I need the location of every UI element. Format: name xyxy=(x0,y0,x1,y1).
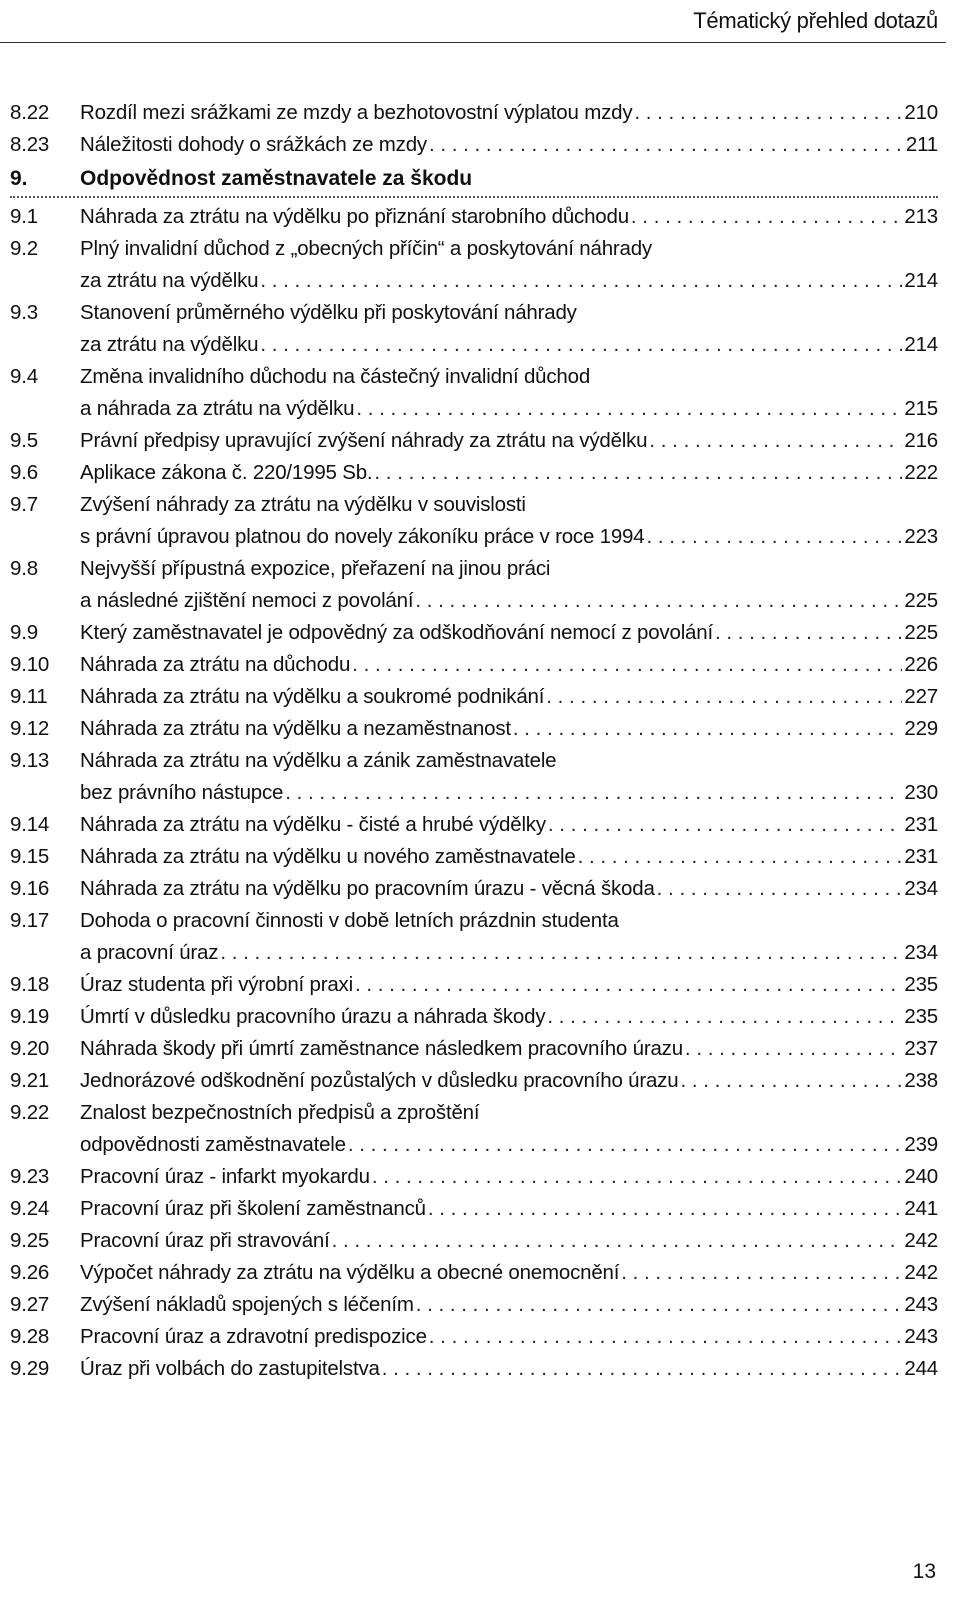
entry-title-line: Pracovní úraz při školení zaměstnanců xyxy=(80,1197,426,1220)
entry-title-line: odpovědnosti zaměstnavatele xyxy=(80,1133,346,1156)
entry-title-line: Rozdíl mezi srážkami ze mzdy a bezhotovostní výplatou mzdy xyxy=(80,101,633,124)
entry-title-last-line xyxy=(80,1257,938,1289)
dot-leader xyxy=(646,521,902,553)
table-of-contents xyxy=(10,97,938,1385)
toc-entry xyxy=(10,841,938,873)
entry-title-last-line xyxy=(80,777,938,809)
entry-body xyxy=(80,233,938,297)
entry-page-number: 239 xyxy=(904,1133,938,1156)
entry-title-last-line xyxy=(80,329,938,361)
entry-body xyxy=(80,1321,938,1353)
entry-page-number: 214 xyxy=(904,269,938,292)
dot-leader xyxy=(332,1225,903,1257)
entry-page-number: 241 xyxy=(904,1197,938,1220)
dot-leader xyxy=(285,777,902,809)
toc-entry xyxy=(10,553,938,617)
dot-leader xyxy=(416,1289,903,1321)
entry-page-number: 227 xyxy=(904,685,938,708)
entry-page-number: 215 xyxy=(904,397,938,420)
entry-body xyxy=(80,553,938,617)
chapter-title: Odpovědnost zaměstnavatele za škodu xyxy=(80,167,473,190)
entry-title-last-line xyxy=(80,1001,938,1033)
entry-page-number: 213 xyxy=(904,205,938,228)
entry-title-line: Výpočet náhrady za ztrátu na výdělku a obecné onemocnění xyxy=(80,1261,620,1284)
entry-page-number: 238 xyxy=(904,1069,938,1092)
entry-number: 9.24 xyxy=(10,1197,50,1220)
entry-body xyxy=(80,809,938,841)
toc-entry xyxy=(10,1353,938,1385)
entry-body xyxy=(80,1225,938,1257)
entry-page-number: 210 xyxy=(904,101,938,124)
dot-leader xyxy=(429,129,904,161)
entry-number: 9.19 xyxy=(10,1005,50,1028)
entry-number: 9.13 xyxy=(10,749,50,772)
dot-leader xyxy=(415,585,902,617)
entry-title-line: Právní předpisy upravující zvýšení náhrady za ztrátu na výdělku xyxy=(80,429,648,452)
entry-number: 9.18 xyxy=(10,973,50,996)
dot-leader xyxy=(685,1033,902,1065)
entry-title-last-line xyxy=(80,617,938,649)
entry-body xyxy=(80,649,938,681)
entry-title-last-line xyxy=(80,1289,938,1321)
dot-leader xyxy=(355,969,902,1001)
entry-title-line: a pracovní úraz xyxy=(80,941,219,964)
dot-leader xyxy=(428,1193,903,1225)
entry-body xyxy=(80,1193,938,1225)
toc-entry xyxy=(10,457,938,489)
entry-body xyxy=(80,617,938,649)
entry-title-last-line xyxy=(80,1353,938,1385)
entry-page-number: 223 xyxy=(904,525,938,548)
dot-leader xyxy=(352,649,902,681)
entry-title-line: Změna invalidního důchodu na částečný invalidní důchod xyxy=(80,365,591,388)
dot-leader xyxy=(260,265,902,297)
entry-title-line: Který zaměstnavatel je odpovědný za odškodňování nemocí z povolání xyxy=(80,621,713,644)
entry-number: 9.28 xyxy=(10,1325,50,1348)
entry-number: 9.20 xyxy=(10,1037,50,1060)
entry-page-number: 225 xyxy=(904,589,938,612)
dot-leader xyxy=(546,681,902,713)
entry-number: 9.8 xyxy=(10,557,38,580)
toc-entry xyxy=(10,649,938,681)
dot-leader xyxy=(429,1321,903,1353)
entry-number: 8.23 xyxy=(10,133,50,156)
entry-title-line: Pracovní úraz a zdravotní predispozice xyxy=(80,1325,427,1348)
entry-title-last-line xyxy=(80,457,938,489)
toc-entry xyxy=(10,1257,938,1289)
entry-page-number: 214 xyxy=(904,333,938,356)
entry-title-line: bez právního nástupce xyxy=(80,781,284,804)
toc-entry xyxy=(10,1033,938,1065)
entry-title-last-line xyxy=(80,1033,938,1065)
entry-page-number: 242 xyxy=(904,1229,938,1252)
entry-number: 9.3 xyxy=(10,301,38,324)
entry-body xyxy=(80,457,938,489)
entry-body xyxy=(80,841,938,873)
dot-leader xyxy=(348,1129,903,1161)
entry-number: 9.26 xyxy=(10,1261,50,1284)
entry-number: 9.12 xyxy=(10,717,50,740)
entry-title-line: Stanovení průměrného výdělku při poskytování náhrady xyxy=(80,301,577,324)
entry-number: 9.9 xyxy=(10,621,38,644)
entry-title-last-line xyxy=(80,713,938,745)
entry-body xyxy=(80,713,938,745)
entry-number: 9.10 xyxy=(10,653,50,676)
entry-number: 9.2 xyxy=(10,237,38,260)
dot-leader xyxy=(631,201,902,233)
entry-title-line: Aplikace zákona č. 220/1995 Sb. xyxy=(80,461,373,484)
dot-leader xyxy=(715,617,902,649)
entry-body xyxy=(80,201,938,233)
toc-entry xyxy=(10,969,938,1001)
entry-page-number: 237 xyxy=(904,1037,938,1060)
entry-number: 9.27 xyxy=(10,1293,50,1316)
entry-title-line: Náhrada za ztrátu na výdělku a zánik zaměstnavatele xyxy=(80,749,557,772)
entry-title-line: Náhrada za ztrátu na výdělku a nezaměstnanost xyxy=(80,717,511,740)
toc-entry xyxy=(10,1161,938,1193)
toc-entry xyxy=(10,1225,938,1257)
entry-title-line: Úraz při volbách do zastupitelstva xyxy=(80,1357,380,1380)
entry-page-number: 234 xyxy=(904,877,938,900)
dot-leader xyxy=(547,1001,902,1033)
chapter-number: 9. xyxy=(10,167,28,190)
dot-leader xyxy=(513,713,903,745)
entry-title-last-line xyxy=(80,873,938,905)
entry-title-line: Náhrada za ztrátu na výdělku - čisté a hrubé výdělky xyxy=(80,813,546,836)
entry-title-line: Zvýšení náhrady za ztrátu na výdělku v souvislosti xyxy=(80,493,526,516)
entry-title-last-line xyxy=(80,425,938,457)
entry-page-number: 231 xyxy=(904,845,938,868)
entry-body xyxy=(80,681,938,713)
entry-page-number: 243 xyxy=(904,1325,938,1348)
toc-entry xyxy=(10,297,938,361)
entry-title-last-line xyxy=(80,649,938,681)
entry-body xyxy=(80,1161,938,1193)
dot-leader xyxy=(657,873,903,905)
toc-entry xyxy=(10,809,938,841)
entry-title-line: Dohoda o pracovní činnosti v době letních prázdnin studenta xyxy=(80,909,619,932)
entry-number: 9.1 xyxy=(10,205,38,228)
entry-title-last-line xyxy=(80,1065,938,1097)
entry-number: 9.25 xyxy=(10,1229,50,1252)
entry-title-last-line xyxy=(80,585,938,617)
entry-number: 9.29 xyxy=(10,1357,50,1380)
entries xyxy=(10,201,938,1385)
entry-body xyxy=(80,1257,938,1289)
entry-title-line: za ztrátu na výdělku xyxy=(80,269,259,292)
entry-title-line: Jednorázové odškodnění pozůstalých v důsledku pracovního úrazu xyxy=(80,1069,679,1092)
entry-body xyxy=(80,745,938,809)
entry-title-line: Náhrada škody při úmrtí zaměstnance následkem pracovního úrazu xyxy=(80,1037,683,1060)
entry-number: 8.22 xyxy=(10,101,50,124)
entry-title-last-line xyxy=(80,1193,938,1225)
entry-title-line: a následné zjištění nemoci z povolání xyxy=(80,589,414,612)
entry-body xyxy=(80,905,938,969)
toc-entry xyxy=(10,361,938,425)
dot-leader xyxy=(578,841,903,873)
dot-leader xyxy=(372,1161,903,1193)
entry-number: 9.11 xyxy=(10,685,48,708)
entry-title-line: Náhrada za ztrátu na výdělku a soukromé podnikání xyxy=(80,685,545,708)
entry-page-number: 244 xyxy=(904,1357,938,1380)
entry-number: 9.14 xyxy=(10,813,50,836)
toc-entry xyxy=(10,1001,938,1033)
toc-entry xyxy=(10,905,938,969)
entry-number: 9.15 xyxy=(10,845,50,868)
toc-entry xyxy=(10,1193,938,1225)
dot-leader xyxy=(634,97,902,129)
entry-body xyxy=(80,969,938,1001)
entry-title-line: Náhrada za ztrátu na výdělku po přiznání starobního důchodu xyxy=(80,205,629,228)
entry-number: 9.23 xyxy=(10,1165,50,1188)
toc-entry xyxy=(10,97,938,129)
entry-page-number: 242 xyxy=(904,1261,938,1284)
entry-body xyxy=(80,1289,938,1321)
entry-number: 9.6 xyxy=(10,461,38,484)
entry-title-line: Nejvyšší přípustná expozice, přeřazení na jinou práci xyxy=(80,557,551,580)
entry-title-last-line xyxy=(80,681,938,713)
entry-title-line: Plný invalidní důchod z „obecných příčin“ a poskytování náhrady xyxy=(80,237,652,260)
entry-title-last-line xyxy=(80,521,938,553)
entry-page-number: 222 xyxy=(904,461,938,484)
entry-title-line: Zvýšení nákladů spojených s léčením xyxy=(80,1293,414,1316)
entry-page-number: 240 xyxy=(904,1165,938,1188)
chapter-heading xyxy=(10,162,938,196)
toc-entry xyxy=(10,1097,938,1161)
entry-title-line: Úmrtí v důsledku pracovního úrazu a náhrada škody xyxy=(80,1005,546,1028)
entry-page-number: 235 xyxy=(904,1005,938,1028)
entry-title-line: Náhrada za ztrátu na výdělku po pracovním úrazu - věcná škoda xyxy=(80,877,655,900)
toc-entry xyxy=(10,425,938,457)
entry-title-last-line xyxy=(80,969,938,1001)
entry-title-last-line xyxy=(80,1225,938,1257)
entry-page-number: 226 xyxy=(904,653,938,676)
entry-number: 9.17 xyxy=(10,909,50,932)
entry-title-line: s právní úpravou platnou do novely zákoníku práce v roce 1994 xyxy=(80,525,645,548)
pre-entries xyxy=(10,97,938,161)
entry-body xyxy=(80,1353,938,1385)
entry-title-last-line xyxy=(80,841,938,873)
entry-number: 9.5 xyxy=(10,429,38,452)
toc-entry xyxy=(10,713,938,745)
entry-title-line: Úraz studenta při výrobní praxi xyxy=(80,973,353,996)
entry-title-last-line xyxy=(80,937,938,969)
dot-leader xyxy=(356,393,902,425)
entry-title-last-line xyxy=(80,201,938,233)
entry-title-last-line xyxy=(80,1321,938,1353)
entry-page-number: 243 xyxy=(904,1293,938,1316)
entry-title-last-line xyxy=(80,1129,938,1161)
entry-number: 9.16 xyxy=(10,877,50,900)
entry-body xyxy=(80,1033,938,1065)
entry-page-number: 235 xyxy=(904,973,938,996)
entry-number: 9.7 xyxy=(10,493,38,516)
toc-entry xyxy=(10,233,938,297)
toc-entry xyxy=(10,617,938,649)
entry-title-line: a náhrada za ztrátu na výdělku xyxy=(80,397,355,420)
entry-number: 9.22 xyxy=(10,1101,50,1124)
entry-body xyxy=(80,425,938,457)
toc-entry xyxy=(10,1321,938,1353)
entry-title-last-line xyxy=(80,393,938,425)
header-rule xyxy=(0,42,946,43)
chapter-rule xyxy=(10,196,938,198)
entry-title-line: Pracovní úraz - infarkt myokardu xyxy=(80,1165,370,1188)
entry-body xyxy=(80,873,938,905)
entry-title-last-line xyxy=(80,1161,938,1193)
toc-entry xyxy=(10,1289,938,1321)
entry-body xyxy=(80,1065,938,1097)
entry-title-line: Znalost bezpečnostních předpisů a zproštění xyxy=(80,1101,480,1124)
entry-title-line: Náhrada za ztrátu na výdělku u nového zaměstnavatele xyxy=(80,845,576,868)
entry-body xyxy=(80,489,938,553)
entry-title-last-line xyxy=(80,809,938,841)
entry-title-last-line xyxy=(80,129,938,161)
entry-page-number: 231 xyxy=(904,813,938,836)
dot-leader xyxy=(220,937,902,969)
dot-leader xyxy=(680,1065,902,1097)
entry-title-line: Pracovní úraz při stravování xyxy=(80,1229,330,1252)
toc-entry xyxy=(10,201,938,233)
entry-title-line: za ztrátu na výdělku xyxy=(80,333,259,356)
entry-page-number: 225 xyxy=(904,621,938,644)
entry-body xyxy=(80,97,938,129)
entry-number: 9.21 xyxy=(10,1069,50,1092)
entry-body xyxy=(80,1001,938,1033)
page-number: 13 xyxy=(912,1560,936,1583)
entry-title-last-line xyxy=(80,265,938,297)
dot-leader xyxy=(374,457,902,489)
running-header: Tématický přehled dotazů xyxy=(693,8,938,33)
toc-entry xyxy=(10,873,938,905)
toc-entry xyxy=(10,681,938,713)
entry-body xyxy=(80,1097,938,1161)
toc-entry xyxy=(10,129,938,161)
entry-page-number: 216 xyxy=(904,429,938,452)
entry-body xyxy=(80,361,938,425)
entry-title-line: Náležitosti dohody o srážkách ze mzdy xyxy=(80,133,427,156)
toc-entry xyxy=(10,1065,938,1097)
entry-body xyxy=(80,129,938,161)
entry-title-line: Náhrada za ztrátu na důchodu xyxy=(80,653,351,676)
entry-body xyxy=(80,297,938,361)
entry-page-number: 234 xyxy=(904,941,938,964)
dot-leader xyxy=(621,1257,902,1289)
entry-page-number: 211 xyxy=(905,133,938,156)
toc-entry xyxy=(10,489,938,553)
entry-title-last-line xyxy=(80,97,938,129)
toc-entry xyxy=(10,745,938,809)
entry-page-number: 229 xyxy=(904,717,938,740)
dot-leader xyxy=(649,425,902,457)
entry-number: 9.4 xyxy=(10,365,38,388)
entry-page-number: 230 xyxy=(904,781,938,804)
dot-leader xyxy=(382,1353,903,1385)
dot-leader xyxy=(260,329,902,361)
dot-leader xyxy=(548,809,902,841)
